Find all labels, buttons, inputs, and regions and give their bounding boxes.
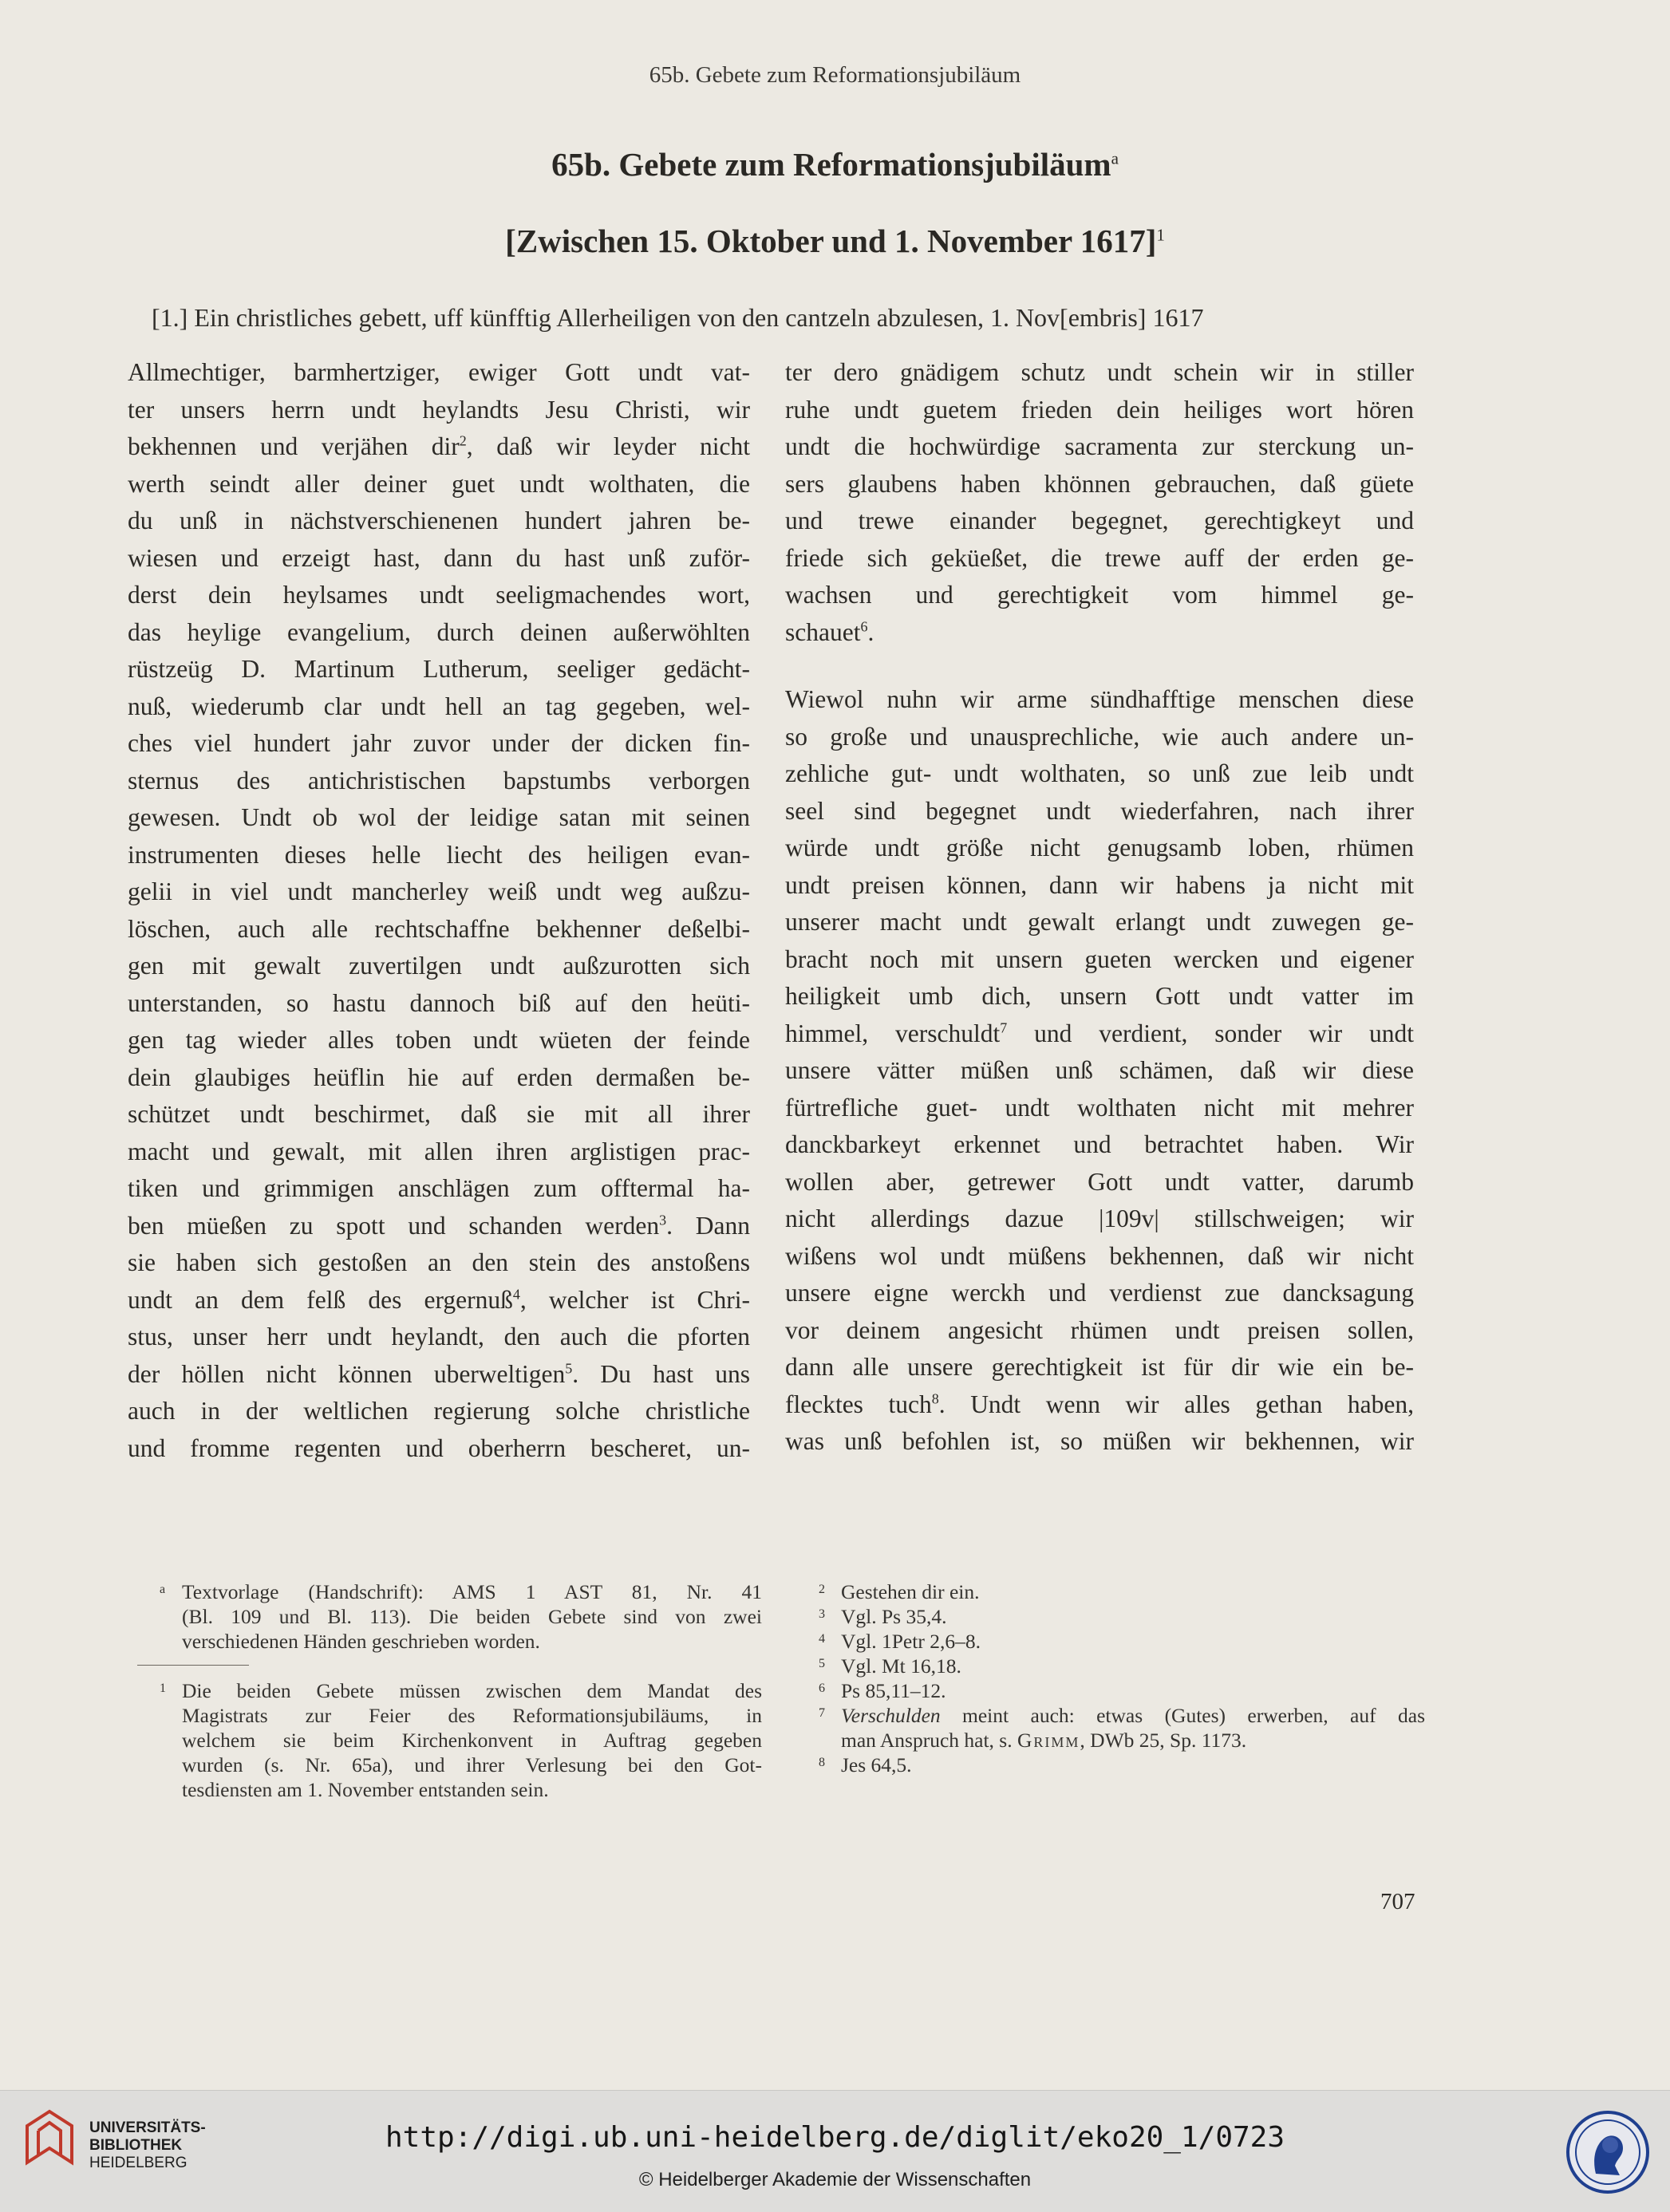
text-line: schauet$^6$.: [785, 617, 874, 646]
text-line: dann alle unsere gerechtigkeit ist für dir wie ein be-: [785, 1353, 1414, 1381]
footnote-italic-term: Verschulden: [841, 1704, 941, 1727]
footnote-line: Die beiden Gebete müssen zwischen dem Mandat des: [182, 1679, 762, 1702]
footnote-mark: 5: [819, 1657, 825, 1670]
text-line: dein glaubiges heüflin hie auf erden dermaßen be-: [128, 1063, 750, 1091]
footnote-divider: [137, 1665, 249, 1666]
library-name-line: UNIVERSITÄTS-: [89, 2119, 206, 2136]
text-line: vor deinem angesicht rhümen undt preisen sollen,: [785, 1315, 1414, 1344]
footnote-text: meint auch: etwas (Gutes) erwerben, auf das: [940, 1704, 1425, 1727]
footnote-reference[interactable]: 8: [931, 1390, 939, 1406]
text-line: unsere vätter müßen unß schämen, daß wir diese: [785, 1056, 1414, 1084]
footnote-4: [819, 1629, 1425, 1654]
text-line: nuß, wiederumb clar undt hell an tag gegeben, wel-: [128, 692, 750, 720]
footnote-mark: 4: [819, 1632, 825, 1646]
footnote-mark: 3: [819, 1607, 825, 1621]
footnote-2: [819, 1579, 1425, 1604]
text-line: tiken und grimmigen anschlägen zum offtermal ha-: [128, 1174, 750, 1202]
text-line: ter dero gnädigem schutz undt schein wir in stiller: [785, 358, 1414, 386]
text-line: was unß befohlen ist, so müßen wir bekhennen, wir: [785, 1427, 1414, 1455]
copyright-notice: © Heidelberger Akademie der Wissenschaften: [638, 2169, 1032, 2190]
footnote-mark: 8: [819, 1756, 825, 1769]
paragraph-2: [785, 681, 1414, 1461]
permalink-url[interactable]: http://digi.ub.uni-heidelberg.de/diglit/eko20_1/0723: [385, 2121, 1285, 2154]
footnote-mark: 7: [819, 1706, 825, 1720]
footnote-mark: a: [160, 1583, 166, 1596]
footnote-7: [819, 1703, 1425, 1753]
footnote-a: [160, 1579, 762, 1654]
text-line: sternus des antichristischen bapstumbs verborgen: [128, 766, 750, 795]
text-line: gen mit gewalt zuvertilgen undt außzurotten sich: [128, 952, 750, 980]
date-heading: [0, 222, 1670, 260]
text-line: Allmechtiger, barmhertziger, ewiger Gott undt vat-: [128, 358, 750, 386]
footnote-5: [819, 1654, 1425, 1678]
text-line: zehliche gut- undt wolthaten, so unß zue leib undt: [785, 759, 1414, 787]
text-line: sers glaubens haben khönnen gebrauchen, daß güete: [785, 469, 1414, 498]
footnote-line: welchem sie beim Kirchenkonvent in Auftrag gegeben: [182, 1729, 762, 1752]
library-name-line: HEIDELBERG: [89, 2155, 188, 2171]
text-line: undt an dem felß des ergernuß$^4$, welcher ist Chri-: [128, 1285, 750, 1314]
academy-seal-icon[interactable]: [1564, 2108, 1652, 2196]
text-line: danckbarkeyt erkennet und betrachtet haben. Wir: [785, 1130, 1414, 1158]
text-line: werth seindt aller deiner guet undt wolthaten, die: [128, 469, 750, 498]
text-line: nicht allerdings dazue |109v| stillschweigen; wir: [785, 1205, 1414, 1232]
footnote-line: Textvorlage (Handschrift): AMS 1 AST 81, Nr. 41: [182, 1580, 762, 1603]
text-line: unserer macht undt gewalt erlangt undt zuwegen ge-: [785, 908, 1414, 936]
footnote-line: tesdiensten am 1. November entstanden sein.: [182, 1778, 549, 1801]
text-line: der höllen nicht können uberweltigen$^5$. Du hast uns: [128, 1359, 751, 1388]
text-line: derst dein heylsames undt seeligmachendes wort,: [128, 581, 750, 609]
viewer-footer: [0, 2090, 1670, 2212]
text-line: ches viel hundert jahr zuvor under der dicken fin-: [128, 729, 750, 757]
prayer-subheading: [1.] Ein christliches gebett, uff künfftig Allerheiligen von den cantzeln abzulesen, 1. Nov[embris] 1617: [152, 303, 1204, 332]
library-name-line: BIBLIOTHEK: [89, 2137, 183, 2154]
date-text: [Zwischen 15. Oktober und 1. November 1617]: [505, 223, 1157, 259]
text-line: und trewe einander begegnet, gerechtigkeyt und: [785, 507, 1414, 534]
text-line: wiesen und erzeigt hast, dann du hast unß zuför-: [128, 543, 750, 572]
title-text: 65b. Gebete zum Reformationsjubiläum: [551, 146, 1111, 183]
footnote-mark: 6: [819, 1682, 825, 1695]
page-title: [0, 145, 1670, 183]
footnote-reference[interactable]: 7: [1000, 1019, 1008, 1035]
body-column-right: [785, 354, 1414, 1461]
footnote-reference[interactable]: 2: [459, 432, 467, 449]
text-line: wachsen und gerechtigkeit vom himmel ge-: [785, 581, 1414, 609]
text-line: gewesen. Undt ob wol der leidige satan mit seinen: [128, 803, 750, 831]
text-line: fürtrefliche guet- undt wolthaten nicht mit mehrer: [785, 1093, 1414, 1122]
text-line: das heylige evangelium, durch deinen außerwöhlten: [128, 617, 750, 646]
text-line: flecktes tuch$^8$. Undt wenn wir alles gethan haben,: [785, 1390, 1414, 1418]
footnote-3: [819, 1604, 1425, 1629]
text-line: undt preisen können, dann wir habens ja nicht mit: [785, 870, 1414, 899]
text-line: auch in der weltlichen regierung solche christliche: [128, 1397, 750, 1425]
footnote-text: Ps 85,11–12.: [841, 1679, 946, 1702]
text-line: würde undt größe nicht genugsamb loben, rhümen: [785, 834, 1414, 862]
footnote-text: man Anspruch hat, s.: [841, 1729, 1017, 1752]
text-line: rüstzeüg D. Martinum Lutherum, seeliger gedächt-: [128, 655, 750, 683]
footnote-mark: 2: [819, 1583, 825, 1596]
footnote-mark: 1: [160, 1682, 166, 1695]
text-line: ben müeßen zu spott und schanden werden$^3$. Dann: [128, 1211, 751, 1240]
date-footnote-mark[interactable]: 1: [1156, 225, 1165, 245]
text-line: bekhennen und verjähen dir$^2$, daß wir leyder nicht: [128, 432, 750, 460]
text-line: wollen aber, getrewer Gott undt vatter, darumb: [785, 1167, 1414, 1196]
text-line: ruhe undt guetem frieden dein heiliges wort hören: [785, 395, 1414, 424]
text-line: Wiewol nuhn wir arme sündhafftige menschen diese: [785, 685, 1414, 713]
footnote-text: Jes 64,5.: [841, 1753, 912, 1776]
title-footnote-mark[interactable]: a: [1111, 148, 1119, 168]
footnote-text: , DWb 25, Sp. 1173.: [1080, 1729, 1247, 1752]
page-number: 707: [1380, 1889, 1415, 1914]
footnote-reference[interactable]: 6: [860, 618, 868, 634]
text-line: heiligkeit umb dich, unsern Gott undt vatter im: [785, 982, 1414, 1010]
text-line: bracht noch mit unsern gueten wercken und eigener: [785, 944, 1414, 973]
paragraph-gap: [785, 651, 1414, 681]
text-line: löschen, auch alle rechtschaffne bekhenner deßelbi-: [128, 914, 750, 943]
text-line: sie haben sich gestoßen an den stein des anstoßens: [128, 1248, 750, 1276]
text-line: seel sind begegnet undt wiederfahren, nach ihrer: [785, 796, 1414, 825]
text-line: instrumenten dieses helle liecht des heiligen evan-: [128, 840, 750, 869]
footnotes-left: [160, 1579, 762, 1802]
text-line: wißens wol undt müßens bekhennen, daß wir nicht: [785, 1241, 1414, 1270]
footnote-1: [160, 1678, 762, 1802]
footnotes-right: [819, 1579, 1425, 1777]
running-head: 65b. Gebete zum Reformationsjubiläum: [649, 62, 1021, 88]
footnote-text: Vgl. Ps 35,4.: [841, 1605, 947, 1628]
text-line: himmel, verschuldt$^7$ und verdient, sonder wir undt: [785, 1019, 1415, 1047]
footnote-line: Magistrats zur Feier des Reformationsjubiläums, in: [182, 1704, 762, 1727]
paragraph-1: [785, 354, 1414, 651]
footnote-6: [819, 1678, 1425, 1703]
footnote-reference[interactable]: 4: [512, 1286, 520, 1302]
text-line: stus, unser herr undt heylandt, den auch die pforten: [128, 1323, 750, 1350]
footnote-reference[interactable]: 3: [659, 1212, 667, 1228]
text-line: gen tag wieder alles toben undt wüeten der feinde: [128, 1026, 750, 1054]
text-line: ter unsers herrn undt heylandts Jesu Christi, wir: [128, 395, 750, 424]
text-line: und fromme regenten und oberherrn bescheret, un-: [128, 1433, 750, 1462]
footnote-author: Grimm: [1017, 1729, 1080, 1752]
text-line: so große und unausprechliche, wie auch andere un-: [785, 722, 1414, 751]
text-line: macht und gewalt, mit allen ihren arglistigen prac-: [128, 1137, 750, 1165]
footnote-line: wurden (s. Nr. 65a), und ihrer Verlesung bei den Got-: [182, 1753, 762, 1776]
text-line: unterstanden, so hastu dannoch biß auf den heüti-: [128, 988, 750, 1017]
text-line: gelii in viel undt mancherley weiß undt weg außzu-: [128, 877, 750, 905]
body-column-left: [128, 354, 750, 1467]
footnote-8: [819, 1753, 1425, 1777]
text-line: unsere eigne werckh und verdienst zue dancksagung: [785, 1279, 1414, 1307]
footnote-line: verschiedenen Händen geschrieben worden.: [182, 1630, 540, 1653]
footnote-reference[interactable]: 5: [565, 1360, 573, 1376]
footnote-text: Vgl. Mt 16,18.: [841, 1654, 961, 1678]
footnote-line: (Bl. 109 und Bl. 113). Die beiden Gebete sind von zwei: [182, 1605, 762, 1628]
text-line: du unß in nächstverschienenen hundert jahren be-: [128, 507, 750, 534]
footnote-text: Gestehen dir ein.: [841, 1580, 980, 1603]
text-line: friede sich geküeßet, die trewe auff der erden ge-: [785, 543, 1414, 572]
text-line: schützet undt beschirmet, daß sie mit all ihrer: [128, 1100, 750, 1128]
footnote-text: Vgl. 1Petr 2,6–8.: [841, 1630, 981, 1653]
text-line: undt die hochwürdige sacramenta zur sterckung un-: [785, 432, 1414, 460]
